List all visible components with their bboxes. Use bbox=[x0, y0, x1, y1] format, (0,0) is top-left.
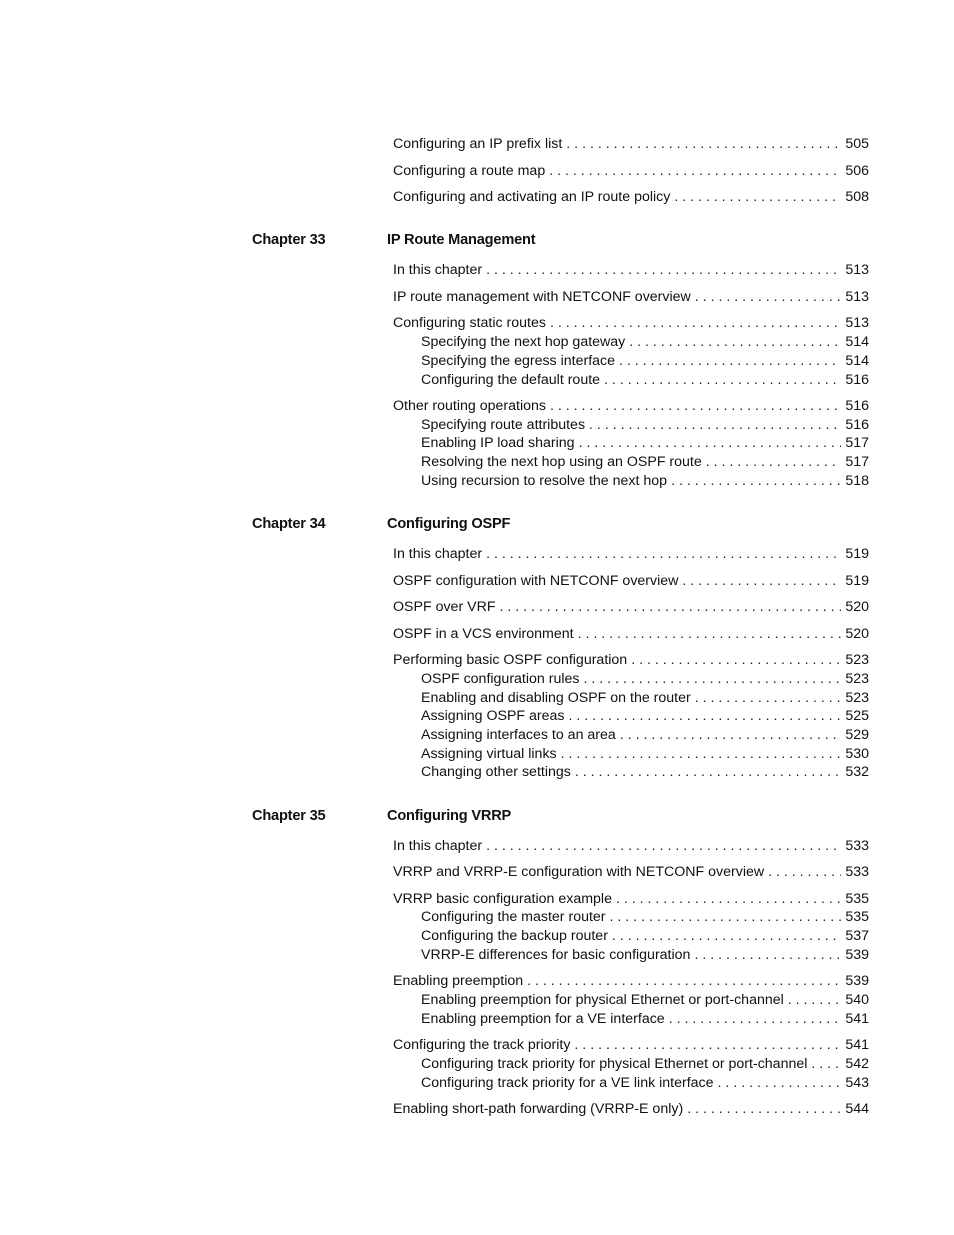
toc-subentry[interactable] bbox=[421, 706, 869, 726]
chapter-title[interactable]: IP Route Management bbox=[387, 232, 536, 248]
toc-entry-text: Assigning OSPF areas bbox=[421, 708, 565, 724]
toc-subentry[interactable] bbox=[421, 351, 869, 371]
toc-subentry[interactable] bbox=[421, 1054, 869, 1074]
toc-page-number: 539 bbox=[845, 973, 869, 989]
leader-dots bbox=[500, 597, 842, 617]
leader-dots bbox=[584, 669, 842, 689]
leader-dots bbox=[578, 624, 842, 644]
toc-entry-text: Configuring static routes bbox=[393, 315, 546, 331]
toc-subentry[interactable] bbox=[421, 370, 869, 390]
leader-dots bbox=[706, 452, 842, 472]
toc-entry-text: Enabling preemption for physical Ethernet or port-channel bbox=[421, 992, 784, 1008]
leader-dots bbox=[682, 571, 841, 591]
toc-entry[interactable] bbox=[393, 396, 869, 416]
leader-dots bbox=[566, 134, 841, 154]
toc-page-number: 519 bbox=[845, 573, 869, 589]
leader-dots bbox=[549, 161, 841, 181]
toc-entry-text: In this chapter bbox=[393, 262, 483, 278]
toc-entry[interactable] bbox=[393, 571, 869, 591]
toc-entry[interactable] bbox=[393, 313, 869, 333]
toc-entry-text: Enabling preemption for a VE interface bbox=[421, 1011, 665, 1027]
toc-entry-text: Configuring the master router bbox=[421, 909, 606, 925]
leader-dots bbox=[669, 1009, 842, 1029]
toc-page-number: 516 bbox=[845, 398, 869, 414]
toc-entry-text: Enabling IP load sharing bbox=[421, 435, 575, 451]
toc-entry[interactable] bbox=[393, 260, 869, 280]
toc-subentry[interactable] bbox=[421, 688, 869, 708]
leader-dots bbox=[674, 187, 841, 207]
leader-dots bbox=[575, 762, 841, 782]
leader-dots bbox=[768, 862, 841, 882]
leader-dots bbox=[486, 260, 841, 280]
toc-entry-text: Configuring the default route bbox=[421, 372, 601, 388]
toc-page-number: 508 bbox=[845, 189, 869, 205]
toc-page-number: 516 bbox=[845, 372, 869, 388]
toc-page-number: 517 bbox=[845, 454, 869, 470]
leader-dots bbox=[604, 370, 841, 390]
toc-subentry[interactable] bbox=[421, 990, 869, 1010]
toc-entry[interactable] bbox=[393, 597, 869, 617]
leader-dots bbox=[561, 744, 842, 764]
toc-subentry[interactable] bbox=[421, 415, 869, 435]
toc-page-number: 532 bbox=[845, 764, 869, 780]
toc-entry-text: In this chapter bbox=[393, 838, 483, 854]
toc-entry-text: Configuring the track priority bbox=[393, 1037, 571, 1053]
toc-entry[interactable] bbox=[393, 134, 869, 154]
toc-entry[interactable] bbox=[393, 1099, 869, 1119]
toc-page-number: 543 bbox=[845, 1075, 869, 1091]
toc-entry-text: Other routing operations bbox=[393, 398, 547, 414]
toc-subentry[interactable] bbox=[421, 471, 869, 491]
toc-page-number: 514 bbox=[845, 353, 869, 369]
leader-dots bbox=[619, 351, 841, 371]
leader-dots bbox=[610, 907, 842, 927]
toc-subentry[interactable] bbox=[421, 744, 869, 764]
toc-page-number: 541 bbox=[845, 1037, 869, 1053]
toc-entry-text: Changing other settings bbox=[421, 764, 571, 780]
toc-page-number: 506 bbox=[845, 163, 869, 179]
leader-dots bbox=[486, 544, 841, 564]
toc-entry[interactable] bbox=[393, 187, 869, 207]
leader-dots bbox=[569, 706, 842, 726]
toc-entry-text: Using recursion to resolve the next hop bbox=[421, 473, 668, 489]
leader-dots bbox=[811, 1054, 841, 1074]
toc-entry-text: Specifying the next hop gateway bbox=[421, 334, 626, 350]
toc-subentry[interactable] bbox=[421, 332, 869, 352]
toc-entry[interactable] bbox=[393, 1035, 869, 1055]
toc-entry-text: OSPF over VRF bbox=[393, 599, 496, 615]
toc-page-number: 523 bbox=[845, 690, 869, 706]
toc-entry-text: VRRP and VRRP-E configuration with NETCONF overview bbox=[393, 864, 765, 880]
toc-entry[interactable] bbox=[393, 971, 869, 991]
toc-entry-text: Configuring the backup router bbox=[421, 928, 608, 944]
toc-page-number: 542 bbox=[845, 1056, 869, 1072]
toc-entry[interactable] bbox=[393, 544, 869, 564]
leader-dots bbox=[718, 1073, 842, 1093]
leader-dots bbox=[579, 433, 842, 453]
toc-page-number: 533 bbox=[845, 838, 869, 854]
toc-page-number: 517 bbox=[845, 435, 869, 451]
toc-entry-text: In this chapter bbox=[393, 546, 483, 562]
toc-page-number: 519 bbox=[845, 546, 869, 562]
toc-entry-text: IP route management with NETCONF overview bbox=[393, 289, 691, 305]
toc-page-number: 516 bbox=[845, 417, 869, 433]
toc-entry-text: Resolving the next hop using an OSPF route bbox=[421, 454, 702, 470]
toc-page-number: 513 bbox=[845, 315, 869, 331]
leader-dots bbox=[671, 471, 841, 491]
toc-subentry[interactable] bbox=[421, 433, 869, 453]
toc-subentry[interactable] bbox=[421, 452, 869, 472]
toc-entry-text: Enabling preemption bbox=[393, 973, 524, 989]
chapter-label: Chapter 35 bbox=[252, 808, 326, 824]
toc-entry[interactable] bbox=[393, 862, 869, 882]
toc-entry-text: OSPF configuration rules bbox=[421, 671, 580, 687]
toc-entry-text: Performing basic OSPF configuration bbox=[393, 652, 628, 668]
leader-dots bbox=[788, 990, 842, 1010]
toc-entry[interactable] bbox=[393, 889, 869, 909]
toc-page-number: 523 bbox=[845, 652, 869, 668]
toc-entry-text: Assigning virtual links bbox=[421, 746, 557, 762]
chapter-title[interactable]: Configuring VRRP bbox=[387, 808, 512, 824]
toc-subentry[interactable] bbox=[421, 945, 869, 965]
toc-entry[interactable] bbox=[393, 287, 869, 307]
toc-subentry[interactable] bbox=[421, 725, 869, 745]
toc-page-number: 513 bbox=[845, 262, 869, 278]
toc-subentry[interactable] bbox=[421, 926, 869, 946]
leader-dots bbox=[612, 926, 841, 946]
chapter-title[interactable]: Configuring OSPF bbox=[387, 516, 511, 532]
toc-page-number: 505 bbox=[845, 136, 869, 152]
toc-entry[interactable] bbox=[393, 161, 869, 181]
leader-dots bbox=[616, 889, 841, 909]
leader-dots bbox=[574, 1035, 841, 1055]
toc-entry-text: OSPF in a VCS environment bbox=[393, 626, 574, 642]
leader-dots bbox=[695, 287, 842, 307]
toc-entry-text: Enabling and disabling OSPF on the router bbox=[421, 690, 691, 706]
chapter-label: Chapter 33 bbox=[252, 232, 326, 248]
toc-page-number: 541 bbox=[845, 1011, 869, 1027]
toc-entry-text: Configuring a route map bbox=[393, 163, 546, 179]
leader-dots bbox=[486, 836, 841, 856]
leader-dots bbox=[687, 1099, 841, 1119]
toc-page-number: 530 bbox=[845, 746, 869, 762]
toc-page-number: 535 bbox=[845, 891, 869, 907]
toc-entry-text: VRRP-E differences for basic configuration bbox=[421, 947, 691, 963]
toc-page-number: 525 bbox=[845, 708, 869, 724]
toc-subentry[interactable] bbox=[421, 1009, 869, 1029]
leader-dots bbox=[631, 650, 841, 670]
toc-entry-text: OSPF configuration with NETCONF overview bbox=[393, 573, 679, 589]
toc-page-number: 544 bbox=[845, 1101, 869, 1117]
leader-dots bbox=[695, 688, 842, 708]
toc-page-number: 533 bbox=[845, 864, 869, 880]
toc-page-number: 535 bbox=[845, 909, 869, 925]
toc-entry-text: Configuring track priority for a VE link interface bbox=[421, 1075, 714, 1091]
toc-subentry[interactable] bbox=[421, 907, 869, 927]
toc-entry-text: Configuring and activating an IP route policy bbox=[393, 189, 671, 205]
chapter-label: Chapter 34 bbox=[252, 516, 326, 532]
leader-dots bbox=[620, 725, 842, 745]
toc-page-number: 514 bbox=[845, 334, 869, 350]
toc-entry-text: Configuring an IP prefix list bbox=[393, 136, 563, 152]
toc-entry-text: VRRP basic configuration example bbox=[393, 891, 612, 907]
toc-subentry[interactable] bbox=[421, 1073, 869, 1093]
toc-entry-text: Specifying route attributes bbox=[421, 417, 586, 433]
toc-page-number: 539 bbox=[845, 947, 869, 963]
toc-subentry[interactable] bbox=[421, 669, 869, 689]
toc-entry[interactable] bbox=[393, 836, 869, 856]
leader-dots bbox=[550, 396, 841, 416]
toc-page-number: 537 bbox=[845, 928, 869, 944]
toc-entry-text: Enabling short-path forwarding (VRRP-E only) bbox=[393, 1101, 684, 1117]
toc-entry-text: Configuring track priority for physical Ethernet or port-channel bbox=[421, 1056, 808, 1072]
toc-page-number: 540 bbox=[845, 992, 869, 1008]
toc-page-number: 520 bbox=[845, 626, 869, 642]
toc-page-number: 523 bbox=[845, 671, 869, 687]
toc-entry[interactable] bbox=[393, 624, 869, 644]
toc-page-number: 520 bbox=[845, 599, 869, 615]
toc-page-number: 529 bbox=[845, 727, 869, 743]
leader-dots bbox=[589, 415, 841, 435]
toc-page-number: 513 bbox=[845, 289, 869, 305]
leader-dots bbox=[694, 945, 841, 965]
leader-dots bbox=[527, 971, 841, 991]
leader-dots bbox=[629, 332, 841, 352]
leader-dots bbox=[550, 313, 841, 333]
toc-page-number: 518 bbox=[845, 473, 869, 489]
toc-entry-text: Specifying the egress interface bbox=[421, 353, 616, 369]
toc-subentry[interactable] bbox=[421, 762, 869, 782]
toc-entry[interactable] bbox=[393, 650, 869, 670]
toc-entry-text: Assigning interfaces to an area bbox=[421, 727, 616, 743]
